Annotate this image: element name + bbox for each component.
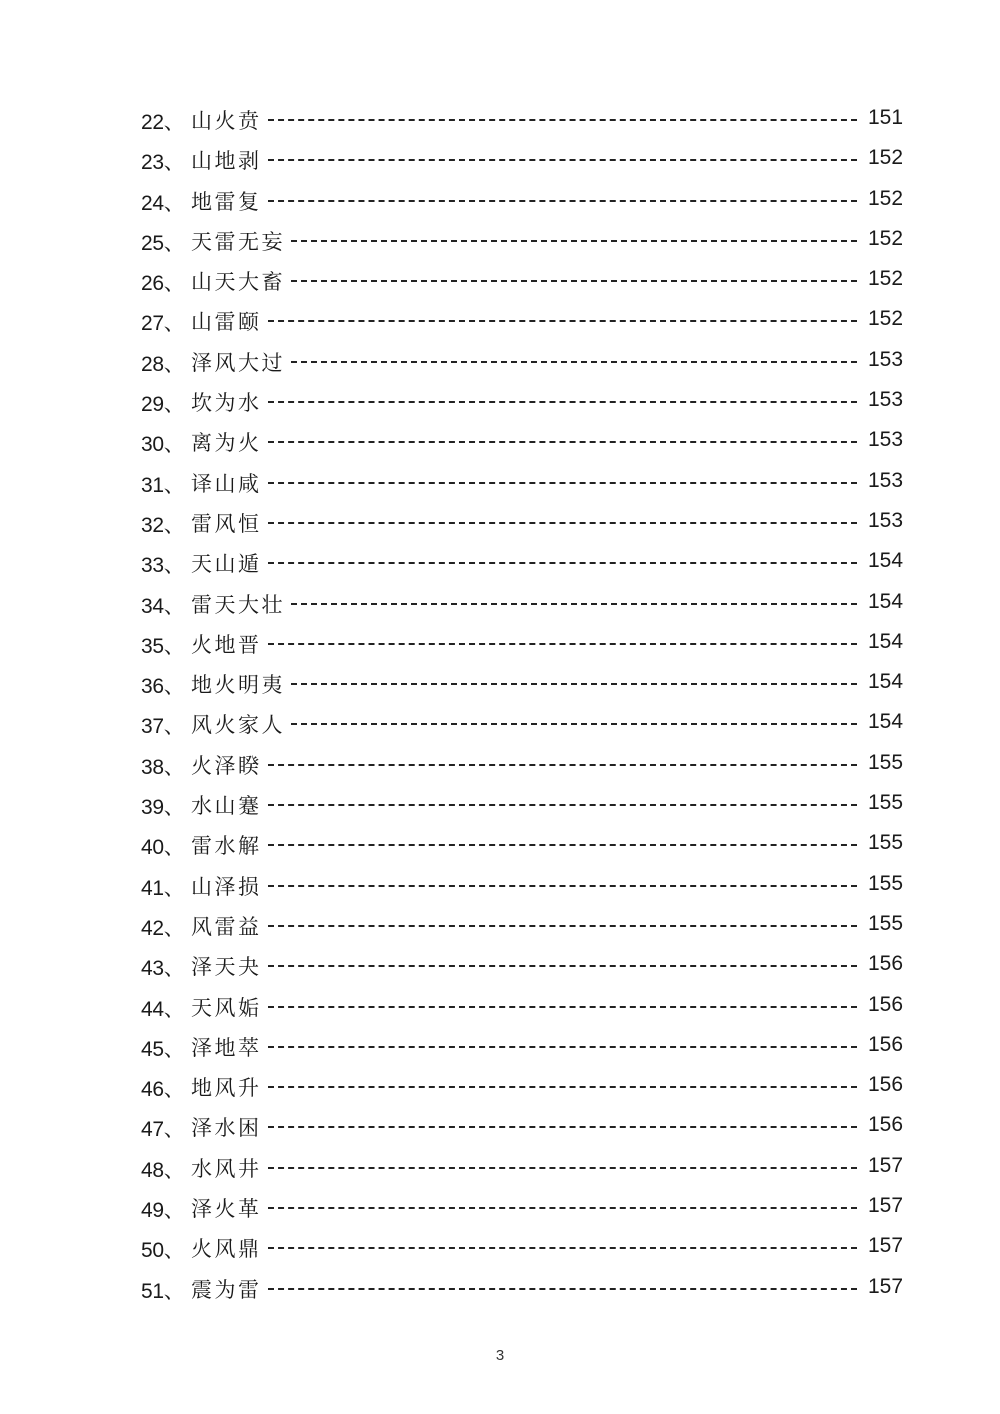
toc-entry[interactable] xyxy=(0,421,1000,461)
toc-entry-page: 155 xyxy=(868,831,904,855)
toc-entry-title: 火地晋 xyxy=(191,632,262,657)
toc-entry-title: 火风鼎 xyxy=(191,1237,262,1262)
toc-entry-title: 雷风恒 xyxy=(191,511,262,536)
toc-entry-title: 泽风大过 xyxy=(191,350,285,375)
toc-entry-page: 153 xyxy=(868,508,904,532)
toc-entry-number: 43、 xyxy=(141,957,185,981)
dash-leader xyxy=(268,1006,858,1008)
toc-entry-page: 154 xyxy=(868,589,904,613)
toc-entry[interactable] xyxy=(0,703,1000,743)
toc-entry-title: 泽地萃 xyxy=(191,1035,262,1060)
toc-entry[interactable] xyxy=(0,139,1000,179)
dash-leader xyxy=(268,1247,858,1249)
toc-entry-title: 风雷益 xyxy=(191,914,262,939)
toc-entry[interactable] xyxy=(0,945,1000,985)
toc-entry-number: 32、 xyxy=(141,513,185,537)
toc-entry[interactable] xyxy=(0,824,1000,864)
toc-entry-title: 山天大畜 xyxy=(191,270,285,295)
toc-entry-number: 31、 xyxy=(141,473,185,497)
toc-entry-page: 156 xyxy=(868,952,904,976)
toc-entry-page: 157 xyxy=(868,1194,904,1218)
dash-leader xyxy=(268,441,858,443)
toc-entry[interactable] xyxy=(0,744,1000,784)
dash-leader xyxy=(268,320,858,322)
toc-entry-title: 火泽睽 xyxy=(191,753,262,778)
toc-entry[interactable] xyxy=(0,583,1000,623)
toc-entry-number: 30、 xyxy=(141,433,185,457)
toc-entry[interactable] xyxy=(0,1066,1000,1106)
toc-entry[interactable] xyxy=(0,784,1000,824)
toc-entry[interactable] xyxy=(0,99,1000,139)
toc-entry-number: 50、 xyxy=(141,1239,185,1263)
toc-entry-page: 156 xyxy=(868,1032,904,1056)
toc-entry[interactable] xyxy=(0,623,1000,663)
toc-entry[interactable] xyxy=(0,502,1000,542)
dash-leader xyxy=(268,1207,858,1209)
toc-entry-page: 153 xyxy=(868,468,904,492)
toc-entry-number: 47、 xyxy=(141,1118,185,1142)
dash-leader xyxy=(268,804,858,806)
toc-entry[interactable] xyxy=(0,260,1000,300)
toc-entry-title: 天雷无妄 xyxy=(191,229,285,254)
toc-entry-page: 152 xyxy=(868,267,904,291)
dash-leader xyxy=(268,643,858,645)
toc-entry[interactable] xyxy=(0,1147,1000,1187)
toc-entry-title: 泽水困 xyxy=(191,1116,262,1141)
toc-entry-number: 49、 xyxy=(141,1199,185,1223)
toc-entry-page: 154 xyxy=(868,670,904,694)
dash-leader xyxy=(268,764,858,766)
dash-leader xyxy=(268,925,858,927)
toc-entry-number: 42、 xyxy=(141,916,185,940)
toc-entry-page: 153 xyxy=(868,428,904,452)
toc-entry-number: 37、 xyxy=(141,715,185,739)
toc-entry-page: 152 xyxy=(868,186,904,210)
toc-entry-page: 152 xyxy=(868,226,904,250)
toc-entry-title: 山泽损 xyxy=(191,874,262,899)
toc-entry-page: 154 xyxy=(868,549,904,573)
toc-entry[interactable] xyxy=(0,905,1000,945)
dash-leader xyxy=(268,522,858,524)
toc-entry-title: 风火家人 xyxy=(191,713,285,738)
toc-entry-page: 155 xyxy=(868,871,904,895)
toc-entry[interactable] xyxy=(0,1026,1000,1066)
toc-entry-page: 152 xyxy=(868,307,904,331)
toc-entry-title: 地雷复 xyxy=(191,189,262,214)
toc-entry-number: 36、 xyxy=(141,675,185,699)
toc-entry-title: 译山咸 xyxy=(191,471,262,496)
toc-entry-title: 离为火 xyxy=(191,431,262,456)
toc-entry-title: 雷天大壮 xyxy=(191,592,285,617)
toc-entry[interactable] xyxy=(0,300,1000,340)
dash-leader xyxy=(268,1126,858,1128)
toc-entry-page: 157 xyxy=(868,1274,904,1298)
toc-entry[interactable] xyxy=(0,1268,1000,1308)
toc-entry[interactable] xyxy=(0,220,1000,260)
dash-leader xyxy=(268,562,858,564)
toc-entry-number: 26、 xyxy=(141,272,185,296)
toc-entry-page: 157 xyxy=(868,1234,904,1258)
dash-leader xyxy=(268,200,858,202)
toc-entry-title: 泽火革 xyxy=(191,1197,262,1222)
toc-entry-title: 震为雷 xyxy=(191,1277,262,1302)
toc-entry[interactable] xyxy=(0,381,1000,421)
toc-entry-number: 23、 xyxy=(141,151,185,175)
page-number-footer: 3 xyxy=(495,1347,505,1364)
dash-leader xyxy=(268,965,858,967)
dash-leader xyxy=(291,723,857,725)
toc-entry-title: 雷水解 xyxy=(191,834,262,859)
dash-leader xyxy=(268,844,858,846)
toc-entry[interactable] xyxy=(0,663,1000,703)
toc-entry[interactable] xyxy=(0,180,1000,220)
toc-entry-page: 154 xyxy=(868,710,904,734)
toc-entry-title: 山火贲 xyxy=(191,109,262,133)
toc-entry-page: 155 xyxy=(868,911,904,935)
toc-entry-title: 水山蹇 xyxy=(191,794,262,819)
dash-leader xyxy=(291,603,857,605)
toc-entry-title: 山雷颐 xyxy=(191,310,262,335)
toc-entry-title: 泽天夬 xyxy=(191,955,262,980)
toc-entry-number: 39、 xyxy=(141,796,185,820)
dash-leader xyxy=(291,361,857,363)
toc-entry-number: 29、 xyxy=(141,393,185,417)
toc-entry[interactable] xyxy=(0,341,1000,381)
toc-entry-page: 153 xyxy=(868,347,904,371)
toc-entry-number: 34、 xyxy=(141,594,185,618)
toc-entry-page: 156 xyxy=(868,1073,904,1097)
toc-entry-number: 38、 xyxy=(141,755,185,779)
toc-entry-title: 天风姤 xyxy=(191,995,262,1020)
toc-entry-page: 155 xyxy=(868,791,904,815)
toc-entry[interactable] xyxy=(0,462,1000,502)
dash-leader xyxy=(268,482,858,484)
toc-entry-number: 35、 xyxy=(141,634,185,658)
toc-entry[interactable] xyxy=(0,542,1000,582)
dash-leader xyxy=(291,683,857,685)
toc-entry-page: 156 xyxy=(868,992,904,1016)
toc-entry-page: 152 xyxy=(868,146,904,170)
toc-entry-number: 41、 xyxy=(141,876,185,900)
toc-entry-page: 154 xyxy=(868,629,904,653)
toc-entry-number: 45、 xyxy=(141,1037,185,1061)
dash-leader xyxy=(268,1288,858,1290)
toc-entry-title: 天山遁 xyxy=(191,552,262,577)
toc-entry-title: 地风升 xyxy=(191,1076,262,1101)
dash-leader xyxy=(268,885,858,887)
toc-entry-number: 40、 xyxy=(141,836,185,860)
toc-entry[interactable] xyxy=(0,865,1000,905)
toc-entry-number: 48、 xyxy=(141,1158,185,1182)
toc-entry-number: 25、 xyxy=(141,231,185,255)
toc-entry[interactable] xyxy=(0,1187,1000,1227)
toc-entry-number: 24、 xyxy=(141,191,185,215)
toc-entry-page: 157 xyxy=(868,1153,904,1177)
toc-entry[interactable] xyxy=(0,1227,1000,1267)
dash-leader xyxy=(268,401,858,403)
toc-entry-number: 28、 xyxy=(141,352,185,376)
toc-entry-page: 156 xyxy=(868,1113,904,1137)
toc-entry-page: 151 xyxy=(868,106,904,129)
toc-entry-number: 51、 xyxy=(141,1279,185,1303)
dash-leader xyxy=(268,1046,858,1048)
toc-entry-number: 46、 xyxy=(141,1078,185,1102)
toc-entry-number: 22、 xyxy=(141,111,185,134)
dash-leader xyxy=(268,1086,858,1088)
toc-entry-page: 153 xyxy=(868,388,904,412)
dash-leader xyxy=(291,280,857,282)
dash-leader xyxy=(268,1167,858,1169)
toc-entry-title: 水风井 xyxy=(191,1156,262,1181)
dash-leader xyxy=(291,240,857,242)
dash-leader xyxy=(268,159,858,161)
toc-entry-page: 155 xyxy=(868,750,904,774)
dash-leader xyxy=(268,119,858,121)
toc-entry-number: 33、 xyxy=(141,554,185,578)
toc-entry[interactable] xyxy=(0,986,1000,1026)
toc-entry-title: 山地剥 xyxy=(191,149,262,174)
toc-entry-number: 44、 xyxy=(141,997,185,1021)
toc-entry-title: 地火明夷 xyxy=(191,673,285,698)
toc-entry[interactable] xyxy=(0,1106,1000,1146)
toc-entry-title: 坎为水 xyxy=(191,391,262,416)
table-of-contents xyxy=(0,99,1000,1308)
toc-entry-number: 27、 xyxy=(141,312,185,336)
